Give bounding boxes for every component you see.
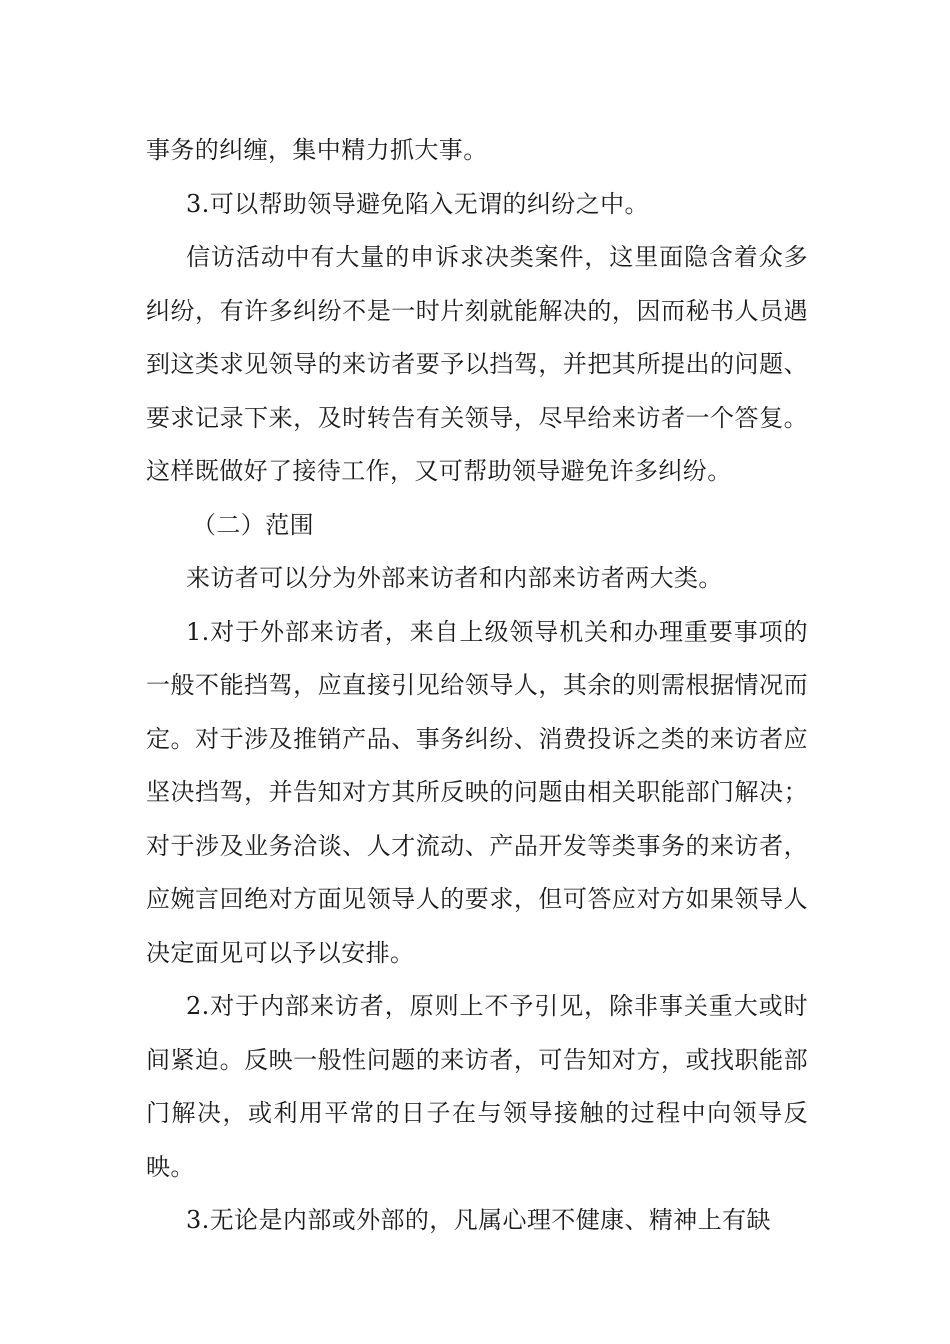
paragraph-point-3-unhealthy: 3.无论是内部或外部的，凡属心理不健康、精神上有缺 [186,1206,771,1234]
document-body [146,124,808,1248]
paragraph-point-3: 3.可以帮助领导避免陷入无谓的纠纷之中。 [186,189,649,218]
paragraph-internal-visitors: 2.对于内部来访者，原则上不予引见，除非事关重大或时间紧迫。反映一般性问题的来访者，可告知对方，或找职能部门解决，或利用平常的日子在与领导接触的过程中向领导反映。 [146,992,808,1181]
paragraph-visitor-types: 来访者可以分为外部来访者和内部来访者两大类。 [186,564,723,592]
section-heading-scope: （二）范围 [192,510,314,539]
paragraph-continuation: 事务的纠缠，集中精力抓大事。 [146,136,488,164]
paragraph-explanation: 信访活动中有大量的申诉求决类案件，这里面隐含着众多纠纷，有许多纠纷不是一时片刻就能解决的，因而秘书人员遇到这类求见领导的来访者要予以挡驾，并把其所提出的问题、要求记录下来，及时转告有关领导，尽早给来访者一个答复。这样既做好了接待工作，又可帮助领导避免许多纠纷。 [146,243,808,485]
paragraph-external-visitors: 1.对于外部来访者，来自上级领导机关和办理重要事项的一般不能挡驾，应直接引见给领导人，其余的则需根据情况而定。对于涉及推销产品、事务纠纷、消费投诉之类的来访者应坚决挡驾，并告知对方其所反映的问题由相关职能部门解决；对于涉及业务洽谈、人才流动、产品开发等类事务的来访者，应婉言回绝对方面见领导人的要求，但可答应对方如果领导人决定面见可以予以安排。 [146,617,808,967]
